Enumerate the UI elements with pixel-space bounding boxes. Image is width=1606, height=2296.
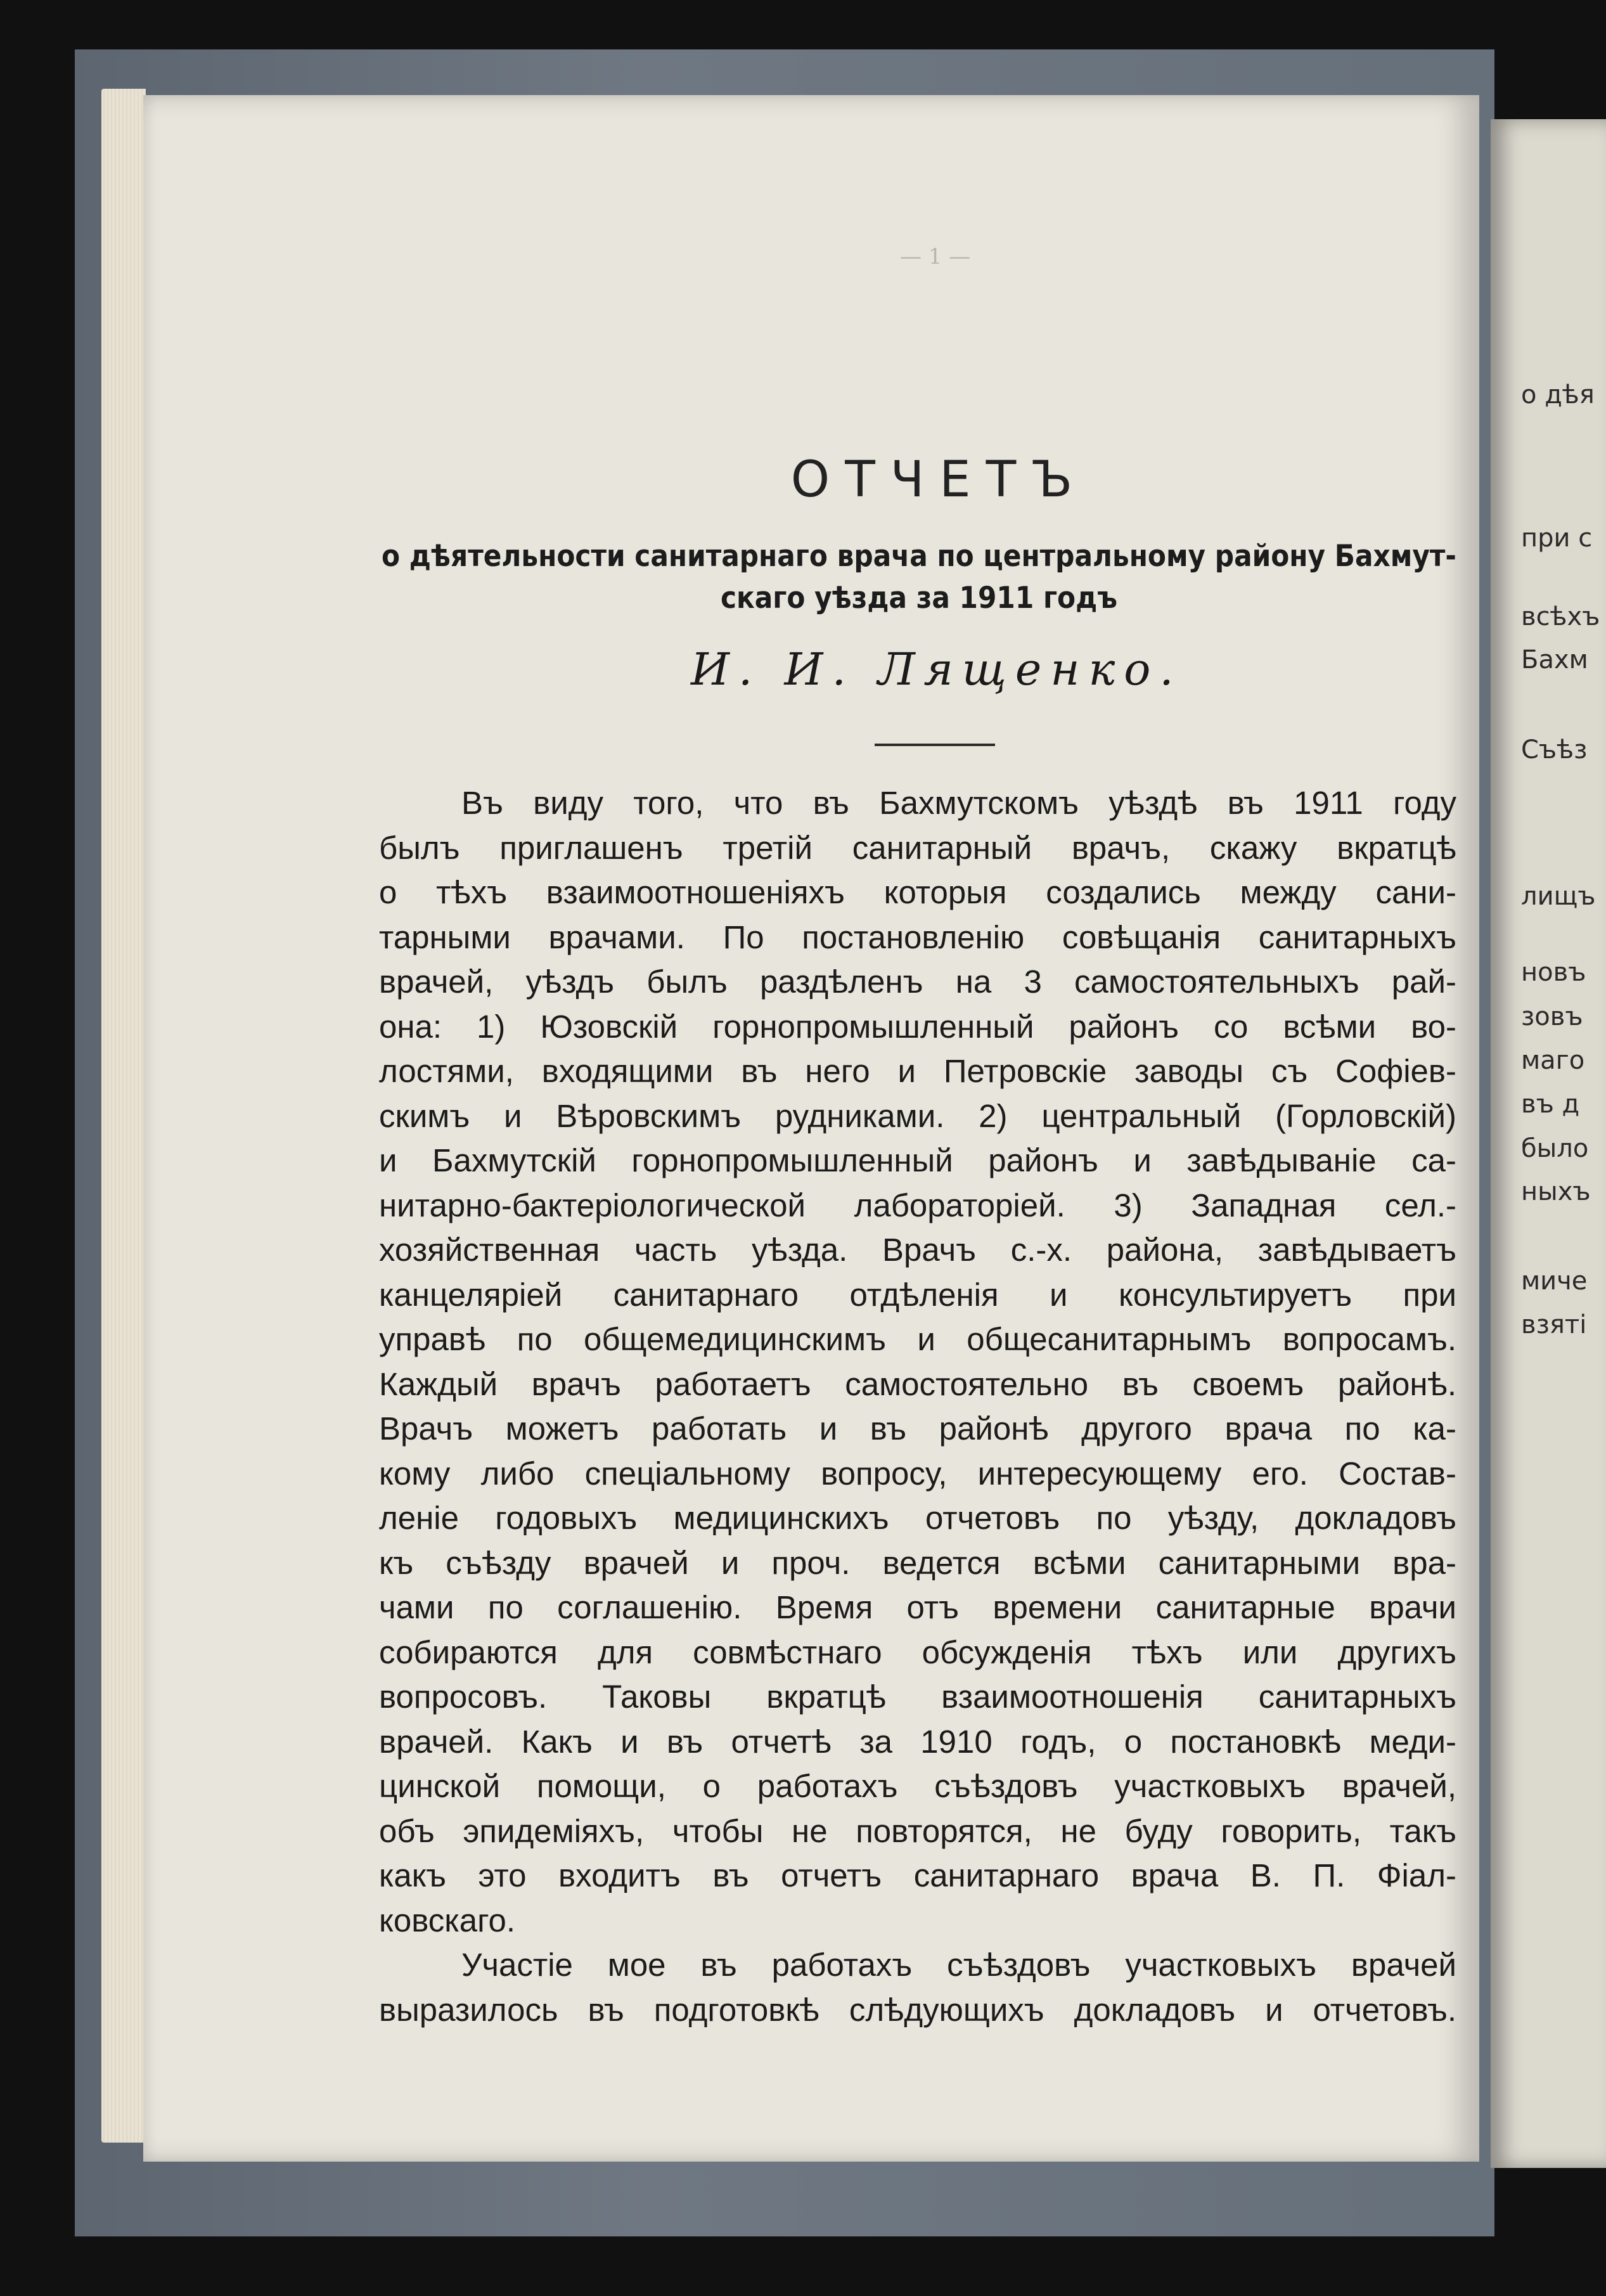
page-edges <box>101 89 146 2143</box>
next-page-fragment: въ д <box>1521 1090 1580 1119</box>
text-line: хозяйственная часть уѣзда. Врачъ с.-х. района, завѣдываетъ <box>379 1232 1456 1268</box>
next-page-fragment: всѣхъ <box>1521 602 1600 631</box>
page-title: ОТЧЕТЪ <box>790 451 1088 508</box>
text-line: Каждый врачъ работаетъ самостоятельно въ своемъ районѣ. <box>379 1365 1456 1402</box>
text-line: и Бахмутскій горнопромышленный районъ и завѣдываніе са- <box>379 1142 1456 1178</box>
next-page-fragment: зовъ <box>1521 1002 1583 1031</box>
text-line: врачей, уѣздъ былъ раздѣленъ на 3 самостоятельныхъ рай- <box>379 964 1456 1000</box>
text-line: кому либо спеціальному вопросу, интересующему его. Состав- <box>379 1455 1456 1492</box>
text-line: о тѣхъ взаимоотношеніяхъ которыя создались между сани- <box>379 874 1456 910</box>
text-line: тарными врачами. По постановленію совѣщанія санитарныхъ <box>379 919 1456 955</box>
text-line: Въ виду того, что въ Бахмутскомъ уѣздѣ въ 1911 году <box>461 785 1456 821</box>
text-line: собираются для совмѣстнаго обсужденія тѣхъ или другихъ <box>379 1634 1456 1670</box>
text-line: чами по соглашенію. Время отъ времени санитарные врачи <box>379 1589 1456 1625</box>
next-page-fragment: новъ <box>1521 958 1586 987</box>
next-page-fragment: ныхъ <box>1521 1177 1591 1206</box>
text-line: былъ приглашенъ третій санитарный врачъ, скажу вкратцѣ <box>379 829 1456 866</box>
report-subtitle <box>355 536 1483 619</box>
text-line: канцеляріей санитарнаго отдѣленія и консультируетъ при <box>379 1276 1456 1313</box>
subtitle-line: скаго уѣзда за 1911 годъ <box>720 581 1118 616</box>
next-page-fragment: лищъ <box>1521 882 1596 911</box>
next-page-fragment: при с <box>1521 524 1593 553</box>
author-name: И. И. Лященко. <box>691 643 1183 695</box>
next-page-fragment: было <box>1521 1134 1589 1163</box>
next-page-fragment: взяті <box>1521 1310 1587 1339</box>
text-line: какъ это входитъ въ отчетъ санитарнаго врача В. П. Фіал- <box>379 1857 1456 1893</box>
text-line: къ съѣзду врачей и проч. ведется всѣми санитарными вра- <box>379 1544 1456 1581</box>
body-text <box>379 781 1456 2032</box>
text-line: выразилось въ подготовкѣ слѣдующихъ докладовъ и отчетовъ. <box>379 1991 1456 2028</box>
text-line: ковскаго. <box>379 1902 516 1938</box>
text-line: Участіе мое въ работахъ съѣздовъ участковыхъ врачей <box>461 1947 1456 1983</box>
next-page-edge <box>1491 119 1606 2168</box>
text-line: вопросовъ. Таковы вкратцѣ взаимоотношенія санитарныхъ <box>379 1679 1456 1715</box>
next-page-fragment: о дѣя <box>1521 380 1595 410</box>
title-divider <box>875 744 995 746</box>
next-page-fragment: миче <box>1521 1267 1588 1296</box>
text-line: лостями, входящими въ него и Петровскіе заводы съ Софіев- <box>379 1053 1456 1089</box>
page-number: — 1 — <box>900 244 971 269</box>
text-line: объ эпидеміяхъ, чтобы не повторятся, не буду говорить, такъ <box>379 1812 1456 1849</box>
subtitle-line: о дѣятельности санитарнаго врача по центральному району Бахмут- <box>382 539 1456 574</box>
text-line: врачей. Какъ и въ отчетѣ за 1910 годъ, о постановкѣ меди- <box>379 1723 1456 1760</box>
next-page-fragment: маго <box>1521 1046 1585 1075</box>
next-page-fragment: Бахм <box>1521 645 1588 674</box>
text-line: она: 1) Юзовскій горнопромышленный районъ со всѣми во- <box>379 1008 1456 1045</box>
text-line: цинской помощи, о работахъ съѣздовъ участковыхъ врачей, <box>379 1768 1456 1804</box>
text-line: леніе годовыхъ медицинскихъ отчетовъ по уѣзду, докладовъ <box>379 1500 1456 1536</box>
text-line: управѣ по общемедицинскимъ и общесанитарнымъ вопросамъ. <box>379 1321 1456 1357</box>
text-line: скимъ и Вѣровскимъ рудниками. 2) центральный (Горловскій) <box>379 1097 1456 1134</box>
text-line: Врачъ можетъ работать и въ районѣ другого врача по ка- <box>379 1410 1456 1447</box>
text-line: нитарно-бактеріологической лабораторіей. 3) Западная сел.- <box>379 1187 1456 1223</box>
next-page-fragment: Съѣз <box>1521 735 1588 764</box>
